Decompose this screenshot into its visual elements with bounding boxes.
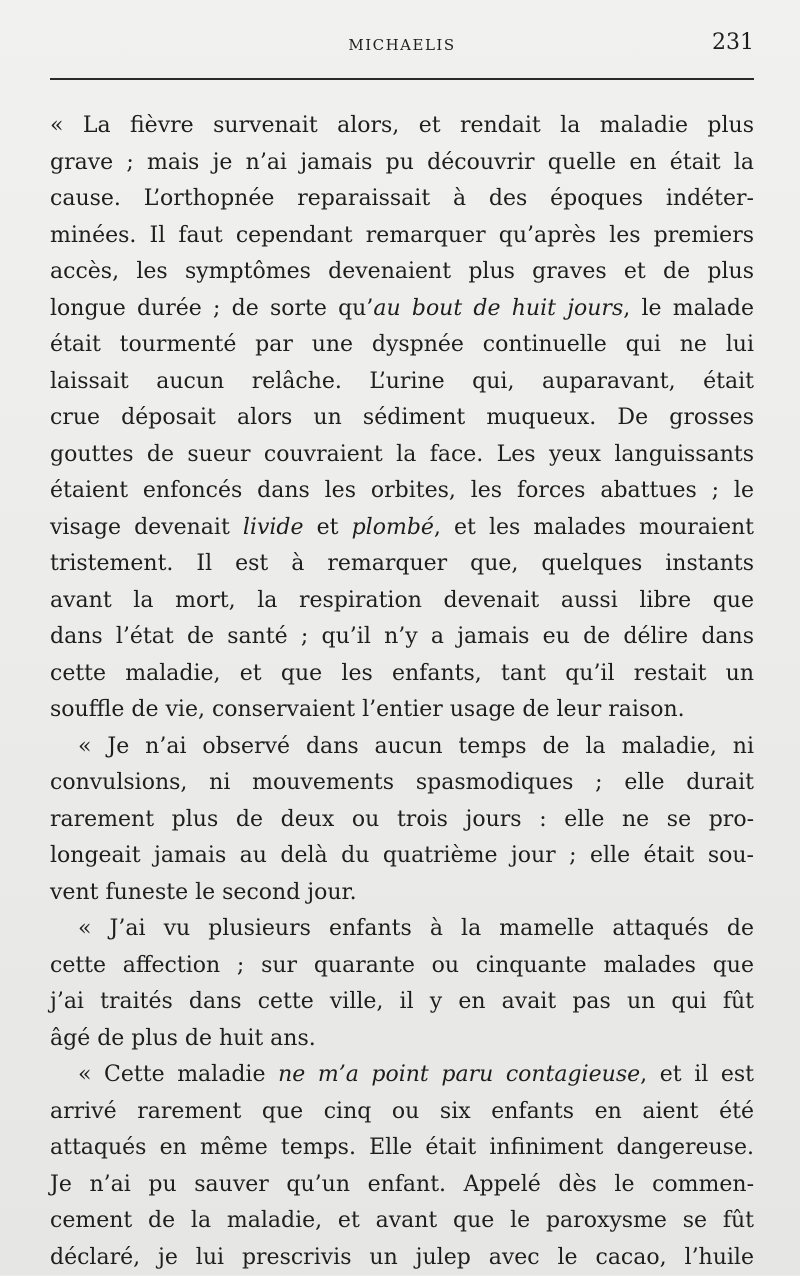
- text-segment: étaient enfoncés dans les orbites, les forces abattues ; le: [50, 478, 754, 503]
- text-segment: était tourmenté par une dyspnée continuelle qui ne lui: [50, 332, 754, 357]
- text-segment: âgé de plus de huit ans.: [50, 1026, 316, 1051]
- italic-text: livide: [243, 515, 304, 540]
- text-line: [50, 1203, 754, 1240]
- text-segment: laissait aucun relâche. L’urine qui, auparavant, était: [50, 369, 754, 394]
- text-line: [50, 838, 754, 875]
- italic-text: au bout de huit jours: [373, 296, 623, 321]
- text-line: [50, 1130, 754, 1167]
- text-segment: visage devenait: [50, 515, 243, 540]
- text-segment: Je n’ai pu sauver qu’un enfant. Appelé dès le commen-: [50, 1172, 754, 1197]
- text-line: [50, 802, 754, 839]
- text-line: [50, 364, 754, 401]
- text-line: [50, 254, 754, 291]
- text-line: [50, 400, 754, 437]
- text-segment: cette affection ; sur quarante ou cinquante malades que: [50, 953, 754, 978]
- text-segment: accès, les symptômes devenaient plus graves et de plus: [50, 259, 754, 284]
- text-segment: cause. L’orthopnée reparaissait à des époques indéter-: [50, 186, 754, 211]
- text-segment: avant la mort, la respiration devenait aussi libre que: [50, 588, 754, 613]
- text-segment: « Cette maladie: [78, 1062, 278, 1087]
- text-line: [50, 218, 754, 255]
- running-title: MICHAELIS: [50, 36, 754, 54]
- text-segment: rarement plus de deux ou trois jours : elle ne se pro-: [50, 807, 754, 832]
- text-segment: j’ai traités dans cette ville, il y en avait pas un qui fût: [50, 989, 754, 1014]
- page-header: [50, 30, 754, 60]
- text-segment: « J’ai vu plusieurs enfants à la mamelle attaqués de: [78, 916, 754, 941]
- text-segment: longeait jamais au delà du quatrième jour ; elle était sou-: [50, 843, 754, 868]
- body-text: [50, 108, 754, 1276]
- text-segment: cette maladie, et que les enfants, tant qu’il restait un: [50, 661, 754, 686]
- text-line: [50, 583, 754, 620]
- text-segment: gouttes de sueur couvraient la face. Les yeux languissants: [50, 442, 754, 467]
- text-segment: tristement. Il est à remarquer que, quelques instants: [50, 551, 754, 576]
- text-segment: minées. Il faut cependant remarquer qu’après les premiers: [50, 223, 754, 248]
- text-line: [50, 291, 754, 328]
- text-line: [50, 1094, 754, 1131]
- text-segment: grave ; mais je n’ai jamais pu découvrir quelle en était la: [50, 150, 754, 175]
- italic-text: plombé: [352, 515, 434, 540]
- text-segment: , et les malades mouraient: [434, 515, 754, 540]
- page-number: 231: [712, 30, 754, 55]
- text-segment: et: [304, 515, 352, 540]
- text-segment: cement de la maladie, et avant que le paroxysme se fût: [50, 1208, 754, 1233]
- text-line: [50, 656, 754, 693]
- text-line: [50, 948, 754, 985]
- text-line: [50, 510, 754, 547]
- text-line: [50, 1167, 754, 1204]
- text-line: [50, 473, 754, 510]
- text-segment: crue déposait alors un sédiment muqueux. De grosses: [50, 405, 754, 430]
- text-line: [50, 437, 754, 474]
- text-segment: dans l’état de santé ; qu’il n’y a jamais eu de délire dans: [50, 624, 754, 649]
- text-line: [50, 108, 754, 145]
- text-line: [50, 875, 754, 912]
- text-line: [50, 984, 754, 1021]
- text-line: [50, 692, 754, 729]
- text-line: [50, 1240, 754, 1276]
- text-segment: attaqués en même temps. Elle était infiniment dangereuse.: [50, 1135, 754, 1160]
- text-line: [50, 546, 754, 583]
- text-line: [50, 765, 754, 802]
- text-line: [50, 1057, 754, 1094]
- text-segment: vent funeste le second jour.: [50, 880, 357, 905]
- text-segment: , le malade: [623, 296, 754, 321]
- text-line: [50, 911, 754, 948]
- text-segment: convulsions, ni mouvements spasmodiques ; elle durait: [50, 770, 754, 795]
- text-segment: , et il est: [640, 1062, 754, 1087]
- text-line: [50, 145, 754, 182]
- text-segment: arrivé rarement que cinq ou six enfants en aient été: [50, 1099, 754, 1124]
- text-segment: longue durée ; de sorte qu’: [50, 296, 373, 321]
- italic-text: ne m’a point paru contagieuse: [278, 1062, 640, 1087]
- text-segment: déclaré, je lui prescrivis un julep avec le cacao, l’huile: [50, 1245, 754, 1270]
- text-segment: « La fièvre survenait alors, et rendait la maladie plus: [50, 113, 754, 138]
- text-line: [50, 327, 754, 364]
- text-line: [50, 1021, 754, 1058]
- text-segment: souffle de vie, conservaient l’entier usage de leur raison.: [50, 697, 685, 722]
- text-line: [50, 619, 754, 656]
- text-line: [50, 729, 754, 766]
- text-segment: « Je n’ai observé dans aucun temps de la maladie, ni: [78, 734, 754, 759]
- header-rule: [50, 78, 754, 80]
- text-line: [50, 181, 754, 218]
